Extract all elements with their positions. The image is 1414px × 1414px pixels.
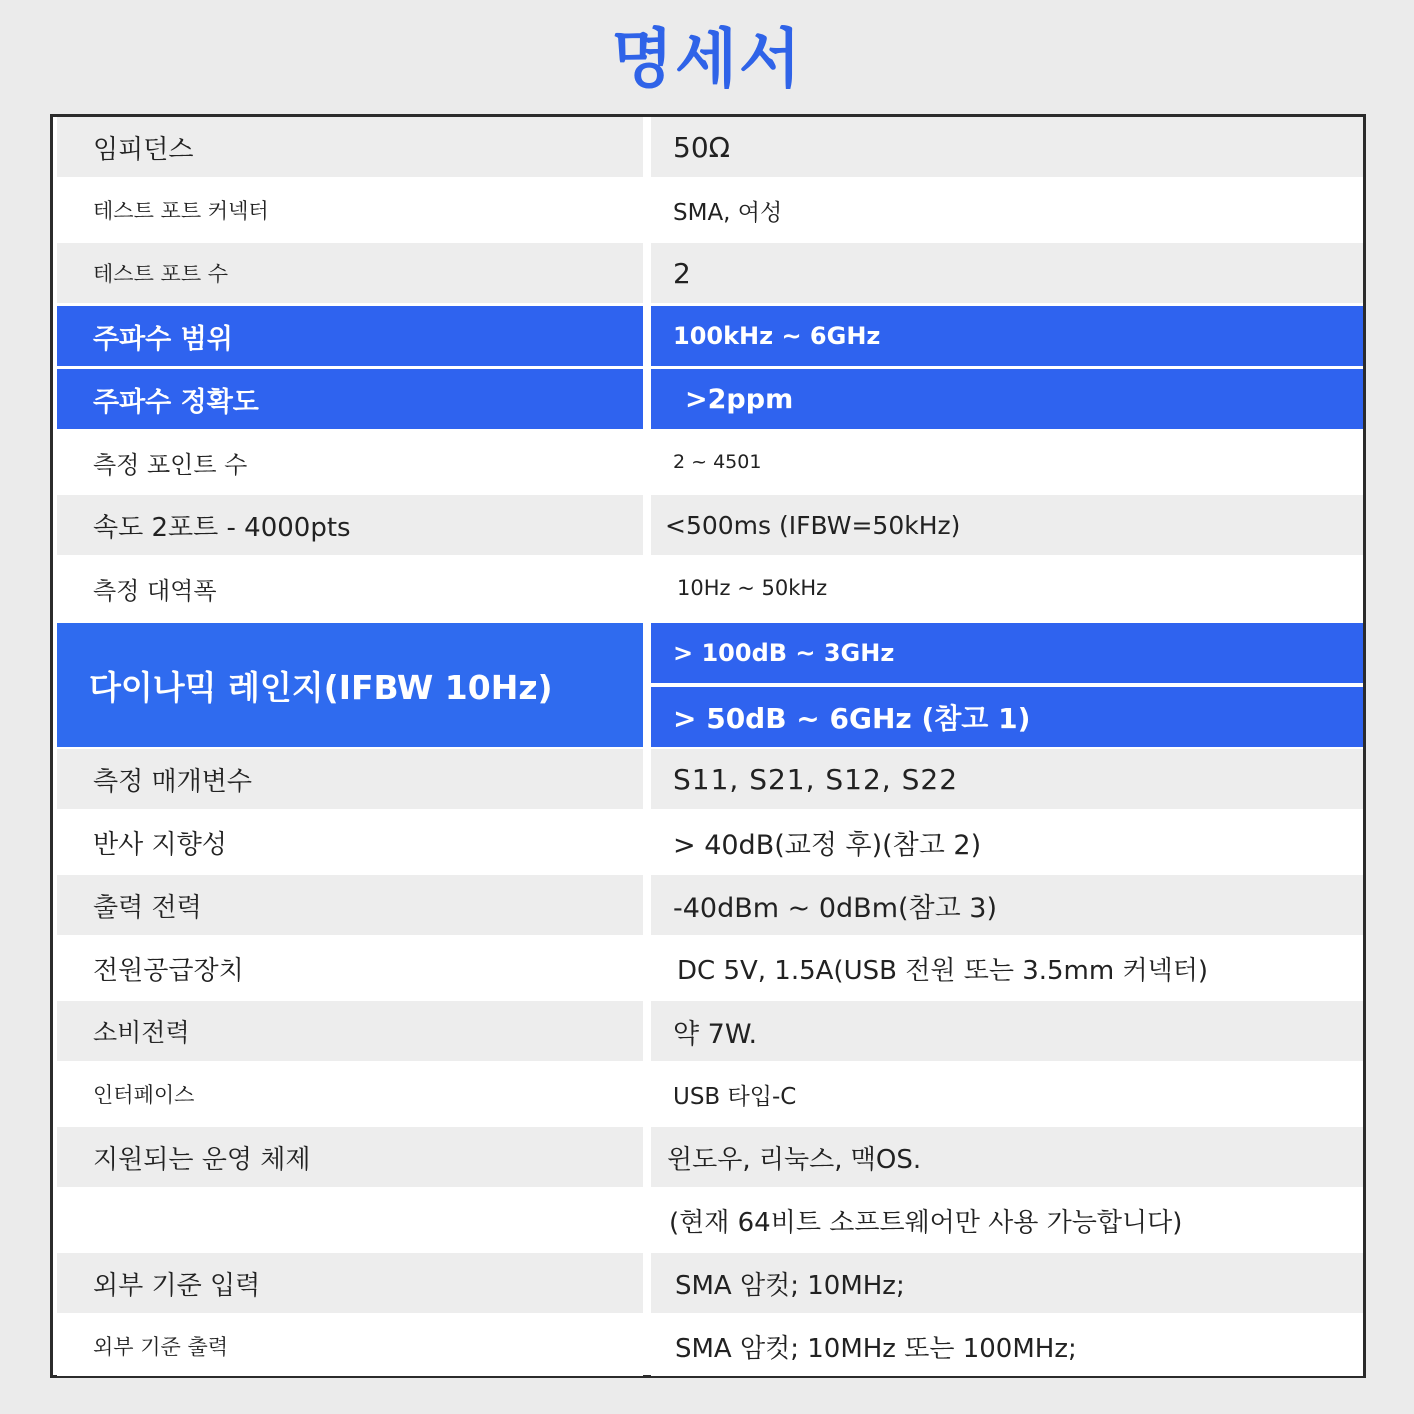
spec-value: 2 ~ 4501 xyxy=(651,432,1363,492)
spec-row-power-consumption xyxy=(57,1001,1363,1061)
spec-label: 외부 기준 입력 xyxy=(57,1253,643,1313)
spec-row-port-connector xyxy=(57,180,1363,240)
spec-value: SMA 암컷; 10MHz; xyxy=(651,1253,1363,1313)
spec-row-output-power xyxy=(57,875,1363,935)
spec-label: 전원공급장치 xyxy=(57,938,643,998)
spec-label: 측정 대역폭 xyxy=(57,558,643,618)
spec-label: 외부 기준 출력 xyxy=(57,1316,643,1376)
spec-label: 테스트 포트 커넥터 xyxy=(57,180,643,240)
spec-label: 반사 지향성 xyxy=(57,812,643,872)
spec-row-frequency-accuracy xyxy=(57,369,1363,429)
spec-row-external-ref-output xyxy=(57,1316,1363,1376)
spec-value: 10Hz ~ 50kHz xyxy=(651,558,1363,618)
spec-row-os-note xyxy=(57,1190,1363,1250)
spec-row-speed xyxy=(57,495,1363,555)
spec-row-measurement-parameters xyxy=(57,749,1363,809)
spec-value: USB 타입-C xyxy=(651,1064,1363,1124)
spec-value: 윈도우, 리눅스, 맥OS. xyxy=(651,1127,1363,1187)
spec-row-impedance xyxy=(57,117,1363,177)
spec-label: 주파수 범위 xyxy=(57,306,643,366)
spec-label: 지원되는 운영 체제 xyxy=(57,1127,643,1187)
spec-row-supported-os xyxy=(57,1127,1363,1187)
spec-row-power-supply xyxy=(57,938,1363,998)
page-title: 명세서 xyxy=(611,23,803,97)
spec-value-dynamic-range-3ghz: > 100dB ~ 3GHz xyxy=(651,623,1363,683)
spec-label: 인터페이스 xyxy=(57,1064,643,1124)
spec-value: <500ms (IFBW=50kHz) xyxy=(651,495,1363,555)
spec-value: SMA 암컷; 10MHz 또는 100MHz; xyxy=(651,1316,1363,1376)
spec-value: 100kHz ~ 6GHz xyxy=(651,306,1363,366)
spec-label xyxy=(57,1190,643,1250)
spec-value: (현재 64비트 소프트웨어만 사용 가능합니다) xyxy=(651,1190,1363,1250)
spec-value-dynamic-range-6ghz: > 50dB ~ 6GHz (참고 1) xyxy=(651,687,1363,747)
spec-row-bandwidth xyxy=(57,558,1363,618)
spec-label: 측정 포인트 수 xyxy=(57,432,643,492)
spec-label-dynamic-range: 다이나믹 레인지(IFBW 10Hz) xyxy=(57,623,643,747)
spec-row-interface xyxy=(57,1064,1363,1124)
spec-value: 50Ω xyxy=(651,117,1363,177)
spec-label: 주파수 정확도 xyxy=(57,369,643,429)
spec-label: 테스트 포트 수 xyxy=(57,243,643,303)
spec-row-measurement-points xyxy=(57,432,1363,492)
spec-row-external-ref-input xyxy=(57,1253,1363,1313)
spec-row-frequency-range xyxy=(57,306,1363,366)
spec-value: SMA, 여성 xyxy=(651,180,1363,240)
spec-value: DC 5V, 1.5A(USB 전원 또는 3.5mm 커넥터) xyxy=(651,938,1363,998)
spec-label: 출력 전력 xyxy=(57,875,643,935)
spec-value: >2ppm xyxy=(651,369,1363,429)
spec-value: 약 7W. xyxy=(651,1001,1363,1061)
spec-label: 측정 매개변수 xyxy=(57,749,643,809)
spec-label: 소비전력 xyxy=(57,1001,643,1061)
spec-row-directivity xyxy=(57,812,1363,872)
spec-value: S11, S21, S12, S22 xyxy=(651,749,1363,809)
spec-label: 임피던스 xyxy=(57,117,643,177)
spec-value: > 40dB(교정 후)(참고 2) xyxy=(651,812,1363,872)
spec-row-port-count xyxy=(57,243,1363,303)
spec-value: 2 xyxy=(651,243,1363,303)
spec-label: 속도 2포트 - 4000pts xyxy=(57,495,643,555)
spec-table xyxy=(50,114,1366,1378)
spec-value: -40dBm ~ 0dBm(참고 3) xyxy=(651,875,1363,935)
